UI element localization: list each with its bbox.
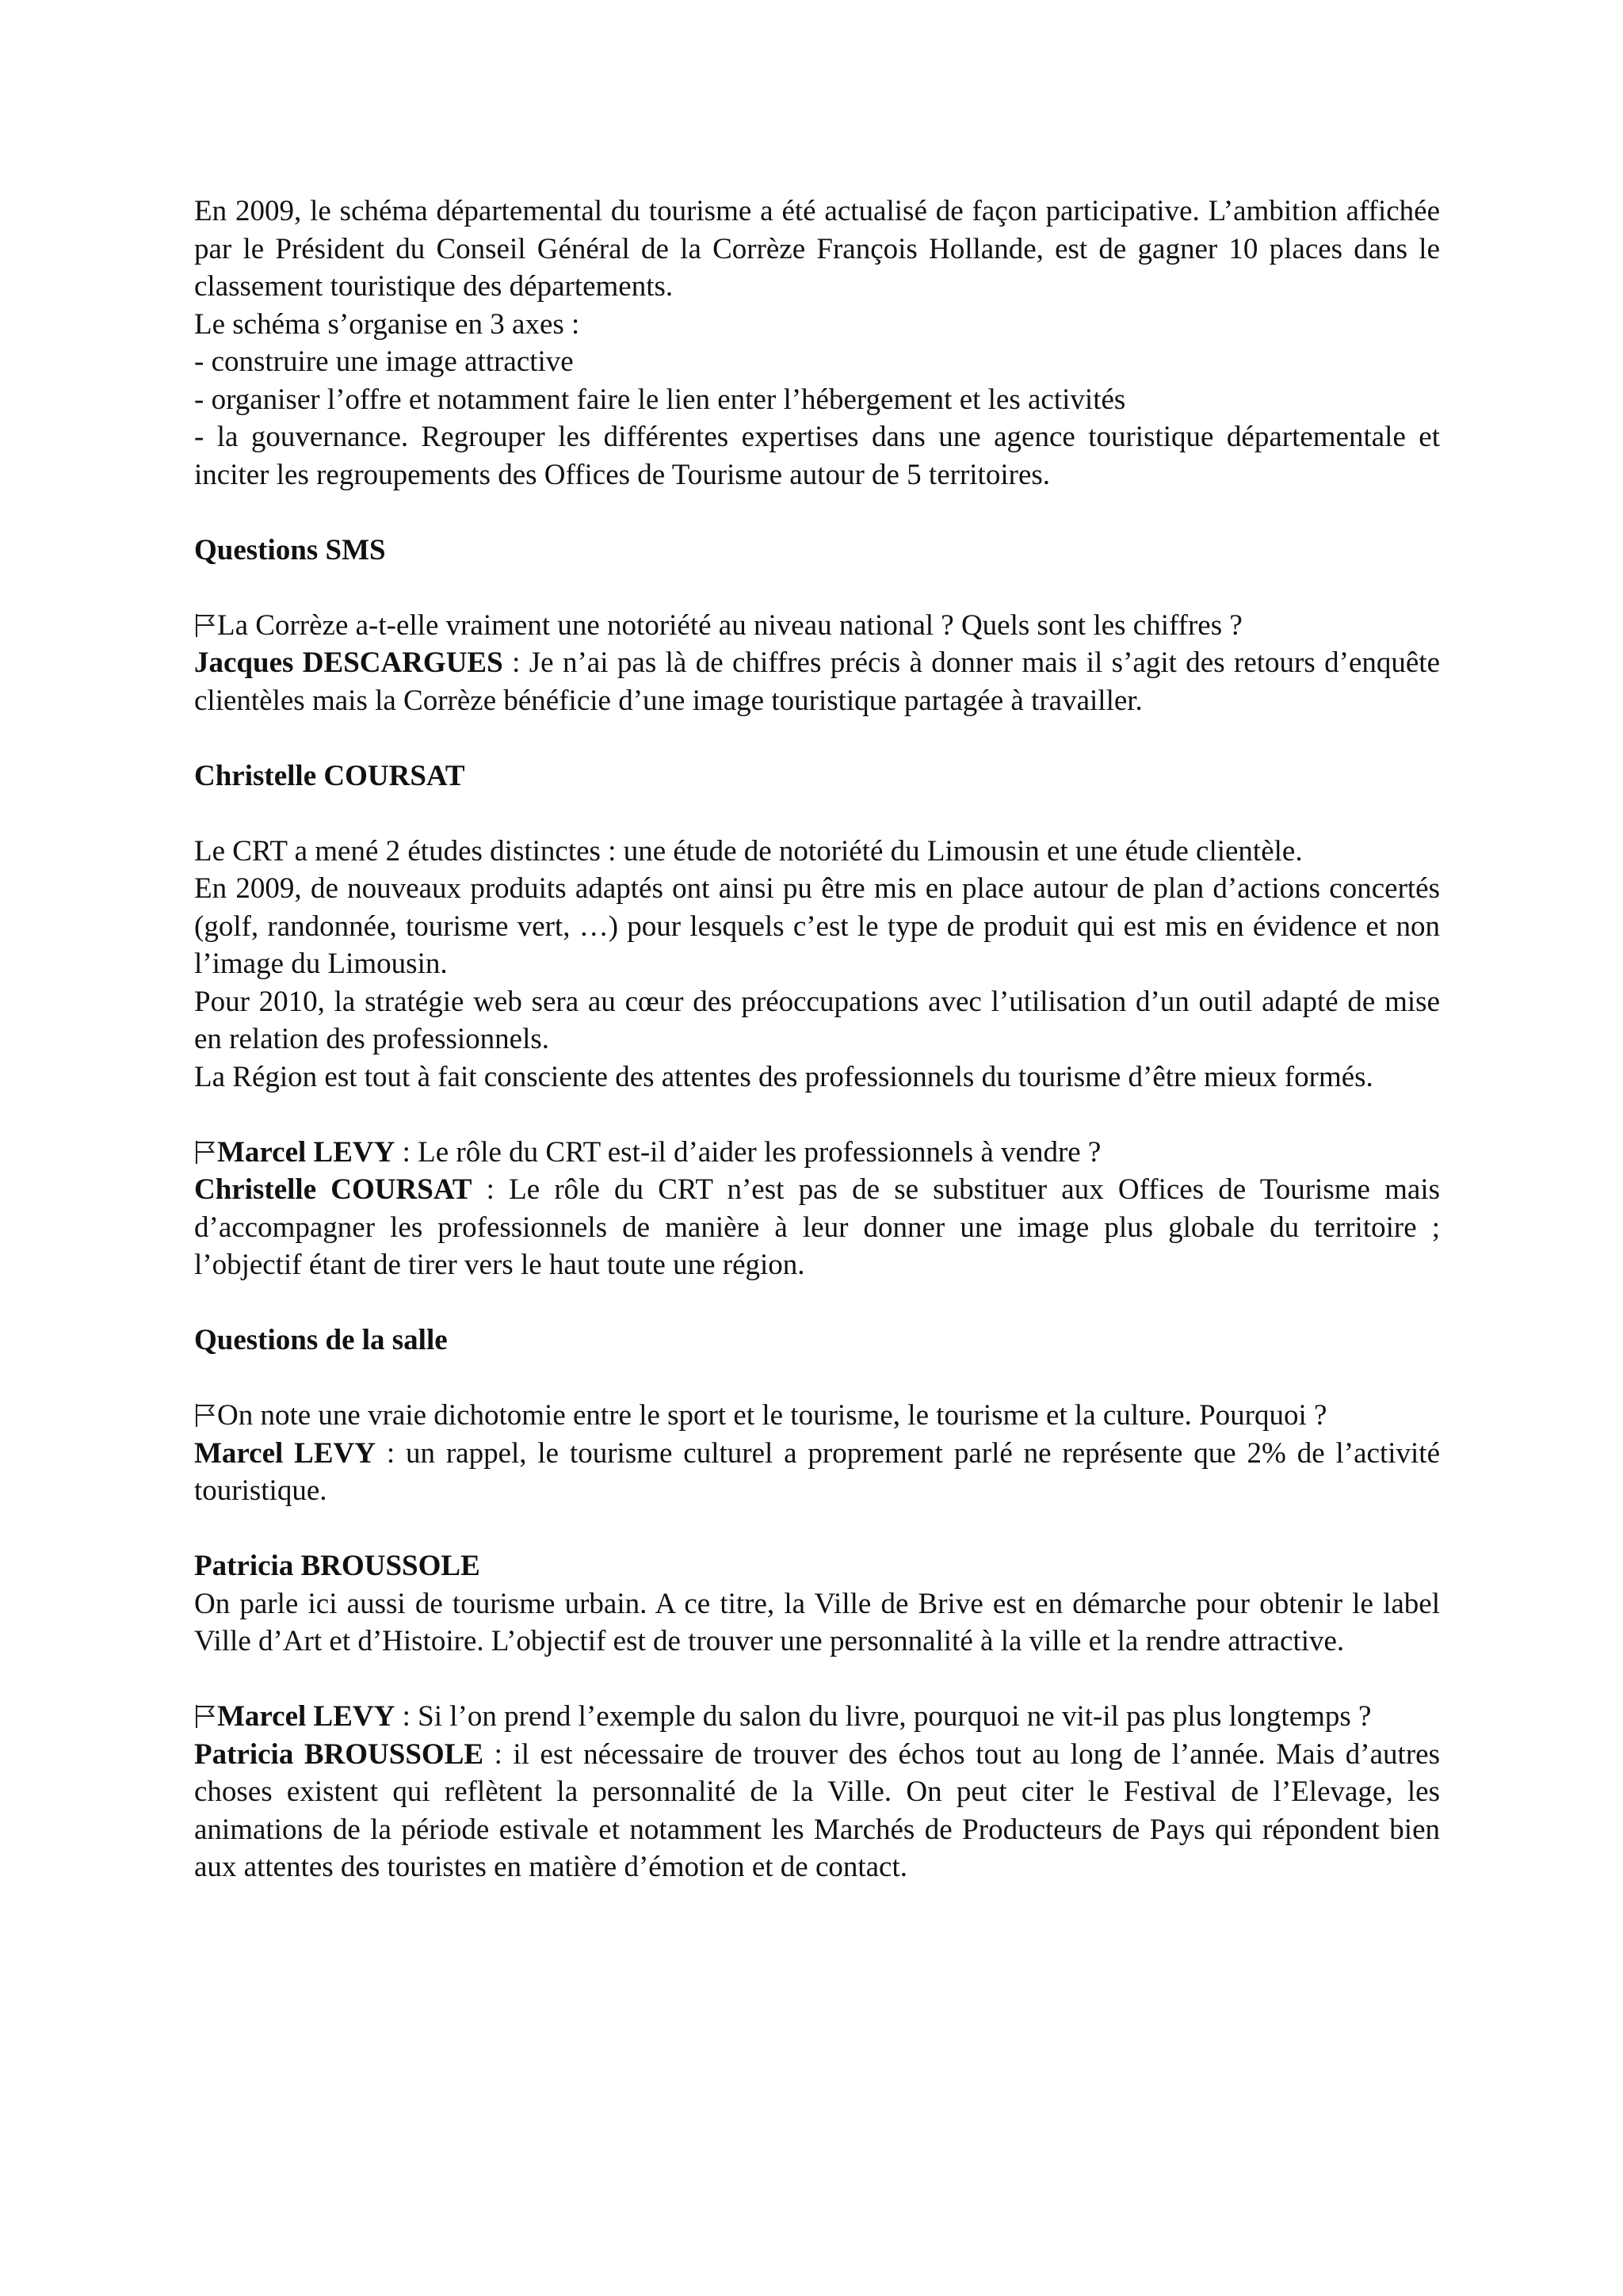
- axes-intro: Le schéma s’organise en 3 axes :: [194, 307, 580, 341]
- answer-coursat: [194, 1171, 1440, 1284]
- axis-item-3: - la gouvernance. Regrouper les différentes expertises dans une agence touristique départementale et inciter les regroupements des Offices de Tourisme autour de 5 territoires.: [194, 421, 1440, 491]
- intro-paragraph: En 2009, le schéma départemental du tourisme a été actualisé de façon participative. L’ambition affichée par le Président du Conseil Général de la Corrèze François Hollande, est de gagner 10 places dans le classement touristique des départements.: [194, 195, 1440, 303]
- spacer: [194, 1284, 1440, 1322]
- spacer: [194, 795, 1440, 833]
- question-salle-1: [194, 1397, 1440, 1435]
- document-page: [194, 193, 1440, 1886]
- coursat-paragraph-2: En 2009, de nouveaux produits adaptés ont ainsi pu être mis en place autour de plan d’actions concertés (golf, randonnée, tourisme vert, …) pour lesquels c’est le type de produit qui est mis en évidence et non l’image du Limousin.: [194, 872, 1440, 980]
- speaker-name: Marcel LEVY: [194, 1436, 376, 1470]
- answer-text: : un rappel, le tourisme culturel a proprement parlé ne représente que 2% de l’activité touristique.: [194, 1436, 1440, 1507]
- coursat-paragraph-4: La Région est tout à fait consciente des attentes des professionnels du tourisme d’être mieux formés.: [194, 1060, 1373, 1093]
- flag-icon: [194, 1402, 217, 1428]
- spacer: [194, 1096, 1440, 1134]
- speaker-name: Marcel LEVY: [217, 1135, 395, 1169]
- answer-broussole: [194, 1736, 1440, 1886]
- answer-text: : Le rôle du CRT n’est pas de se substituer aux Offices de Tourisme mais d’accompagner les professionnels de manière à leur donner une image plus globale du territoire ; l’objectif étant de tirer vers le haut toute une région.: [194, 1173, 1440, 1281]
- spacer: [194, 719, 1440, 757]
- question-sms-1: [194, 607, 1440, 645]
- question-text: La Corrèze a-t-elle vraiment une notoriété au niveau national ? Quels sont les chiffres ?: [217, 608, 1243, 642]
- question-levy-salon: [194, 1698, 1440, 1736]
- answer-descargues: [194, 644, 1440, 719]
- question-text: On note une vraie dichotomie entre le sport et le tourisme, le tourisme et la culture. Pourquoi ?: [217, 1399, 1327, 1432]
- answer-text: : il est nécessaire de trouver des échos tout au long de l’année. Mais d’autres choses existent qui reflètent la personnalité de la Ville. On peut citer le Festival de l’Elevage, les animations de la période estivale et notamment les Marchés de Producteurs de Pays qui répondent bien aux attentes des touristes en matière d’émotion et de contact.: [194, 1737, 1440, 1883]
- spacer: [194, 494, 1440, 532]
- spacer: [194, 569, 1440, 607]
- spacer: [194, 1510, 1440, 1548]
- broussole-paragraph: On parle ici aussi de tourisme urbain. A ce titre, la Ville de Brive est en démarche pour obtenir le label Ville d’Art et d’Histoire. L’objectif est de trouver une personnalité à la ville et la rendre attractive.: [194, 1587, 1440, 1657]
- flag-icon: [194, 612, 217, 639]
- spacer: [194, 1661, 1440, 1699]
- question-text: : Le rôle du CRT est-il d’aider les professionnels à vendre ?: [395, 1135, 1102, 1169]
- speaker-name: Christelle COURSAT: [194, 1173, 472, 1206]
- section-heading-questions-sms: Questions SMS: [194, 533, 386, 566]
- speaker-name: Patricia BROUSSOLE: [194, 1737, 484, 1771]
- axis-item-2: - organiser l’offre et notamment faire le lien enter l’hébergement et les activités: [194, 383, 1126, 416]
- section-heading-questions-salle: Questions de la salle: [194, 1324, 448, 1356]
- speaker-name: Jacques DESCARGUES: [194, 646, 503, 679]
- coursat-paragraph-1: Le CRT a mené 2 études distinctes : une étude de notoriété du Limousin et une étude clientèle.: [194, 834, 1303, 868]
- spacer: [194, 1360, 1440, 1398]
- question-text: : Si l’on prend l’exemple du salon du livre, pourquoi ne vit-il pas plus longtemps ?: [395, 1700, 1372, 1733]
- speaker-name: Marcel LEVY: [217, 1700, 395, 1733]
- answer-levy: [194, 1435, 1440, 1510]
- section-heading-coursat: Christelle COURSAT: [194, 759, 465, 792]
- axis-item-1: - construire une image attractive: [194, 345, 574, 378]
- coursat-paragraph-3: Pour 2010, la stratégie web sera au cœur des préoccupations avec l’utilisation d’un outil adapté de mise en relation des professionnels.: [194, 985, 1440, 1055]
- question-levy-crt: [194, 1134, 1440, 1172]
- section-heading-broussole: Patricia BROUSSOLE: [194, 1550, 480, 1582]
- answer-text: : Je n’ai pas là de chiffres précis à donner mais il s’agit des retours d’enquête clientèles mais la Corrèze bénéficie d’une image touristique partagée à travailler.: [194, 646, 1441, 717]
- flag-icon: [194, 1139, 217, 1165]
- flag-icon: [194, 1703, 217, 1730]
